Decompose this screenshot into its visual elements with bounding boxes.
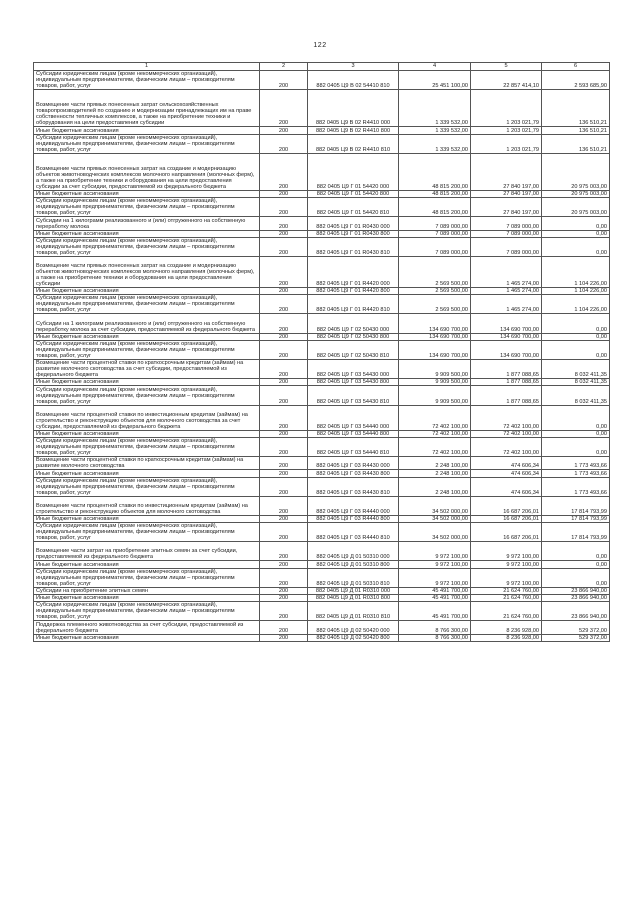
row-code-cell: 882 0405 Ц9 Д 01 50310 800 [308,561,399,568]
row-col6-cell: 0,00 [542,333,610,340]
row-col6-cell: 23 866 940,00 [542,587,610,594]
table-row [34,634,610,641]
row-name-cell: Субсидии юридическим лицам (кроме некоммерческих организаций), индивидуальным предпринимателям, физическим лицам – производителям товаров, работ, услуг [34,295,260,314]
row-code-cell: 882 0405 Ц9 Д 01 50310 000 [308,542,399,561]
row-col5-cell: 1 465 274,00 [471,256,542,287]
row-col5-cell: 1 465 274,00 [471,288,542,295]
row-name-cell: Возмещение части прямых понесенных затрат сельскохозяйственных товаропроизводителей по созданию и модернизации принадлежащих им на праве собственности тепличных комплексов, а также на приобретение техники и оборудования на цели предоставления субсидии [34,90,260,127]
row-code-cell: 882 0405 Ц9 Г 02 50430 000 [308,314,399,333]
row-col5-cell: 1 203 021,79 [471,134,542,153]
row-col5-cell: 8 236 928,00 [471,621,542,634]
row-code-cell: 882 0405 Ц9 Г 01 R0430 810 [308,237,399,256]
row-code-cell: 882 0405 Ц9 В 02 R4410 810 [308,134,399,153]
row-col6-cell: 8 032 411,35 [542,360,610,379]
row-col6-cell: 136 510,21 [542,127,610,134]
row-code-cell: 882 0405 Ц9 Г 02 50430 800 [308,333,399,340]
row-col4-cell: 72 402 100,00 [399,430,471,437]
row-col6-cell: 17 814 793,99 [542,515,610,522]
table-row [34,90,610,127]
row-col5-cell: 134 690 700,00 [471,340,542,359]
row-col4-cell: 7 089 000,00 [399,237,471,256]
row-col6-cell: 529 372,00 [542,634,610,641]
row-col2-cell: 200 [260,288,308,295]
row-name-cell: Возмещение части процентной ставки по инвестиционным кредитам (займам) на строительство и реконструкцию объектов для молочного скотоводства [34,496,260,515]
row-col2-cell: 200 [260,634,308,641]
row-name-cell: Возмещение части затрат на приобретение элитных семян за счет субсидии, предоставляемой из федерального бюджета [34,542,260,561]
row-col6-cell: 23 866 940,00 [542,602,610,621]
row-code-cell: 882 0405 Ц9 Г 01 54420 800 [308,190,399,197]
row-col6-cell: 8 032 411,35 [542,386,610,405]
row-col4-cell: 9 972 100,00 [399,568,471,587]
table-row [34,405,610,430]
table-row [34,386,610,405]
row-code-cell: 882 0405 Ц9 Г 03 R4440 800 [308,515,399,522]
row-col2-cell: 200 [260,405,308,430]
row-col4-cell: 2 248 100,00 [399,457,471,470]
row-col5-cell: 16 687 206,01 [471,515,542,522]
row-col4-cell: 48 815 200,00 [399,198,471,217]
row-col5-cell: 134 690 700,00 [471,333,542,340]
row-name-cell: Субсидии юридическим лицам (кроме некоммерческих организаций), индивидуальным предпринимателям, физическим лицам – производителям товаров, работ, услуг [34,437,260,456]
table-row [34,314,610,333]
row-code-cell: 882 0405 Ц9 В 02 54410 810 [308,71,399,90]
row-col2-cell: 200 [260,360,308,379]
header-cell-1: 1 [34,63,260,71]
row-name-cell: Возмещение части процентной ставки по краткосрочным кредитам (займам) на развитие молочного скотоводства за счет субсидии, предоставляемой из федерального бюджета [34,360,260,379]
row-col6-cell: 0,00 [542,230,610,237]
table-row [34,542,610,561]
row-col2-cell: 200 [260,314,308,333]
row-col6-cell: 1 773 493,66 [542,457,610,470]
row-code-cell: 882 0405 Ц9 Г 03 R4430 810 [308,477,399,496]
row-col4-cell: 9 972 100,00 [399,561,471,568]
row-col2-cell: 200 [260,386,308,405]
row-col2-cell: 200 [260,295,308,314]
row-name-cell: Субсидии юридическим лицам (кроме некоммерческих организаций), индивидуальным предпринимателям, физическим лицам – производителям товаров, работ, услуг [34,386,260,405]
row-col5-cell: 474 606,34 [471,477,542,496]
table-row [34,477,610,496]
row-col4-cell: 48 815 200,00 [399,190,471,197]
row-col6-cell: 0,00 [542,217,610,230]
table-row [34,333,610,340]
row-name-cell: Иные бюджетные ассигнования [34,379,260,386]
row-col4-cell: 25 451 100,00 [399,71,471,90]
table-row [34,595,610,602]
row-col5-cell: 16 687 206,01 [471,496,542,515]
row-name-cell: Иные бюджетные ассигнования [34,595,260,602]
row-name-cell: Возмещение части процентной ставки по инвестиционным кредитам (займам) на строительство и реконструкцию объектов для молочного скотоводства за счет субсидии, предоставляемой из федерального бюджета [34,405,260,430]
header-cell-3: 3 [308,63,399,71]
row-col4-cell: 45 491 700,00 [399,587,471,594]
row-col4-cell: 2 248 100,00 [399,477,471,496]
row-col4-cell: 134 690 700,00 [399,333,471,340]
row-col6-cell: 136 510,21 [542,134,610,153]
row-col5-cell: 474 606,34 [471,457,542,470]
row-name-cell: Возмещение части прямых понесенных затрат на создание и модернизацию объектов животноводческих комплексов молочного направления (молочных ферм), а также на приобретение техники и оборудования на цели предоставления субсидии [34,256,260,287]
row-col2-cell: 200 [260,190,308,197]
row-col5-cell: 1 877 088,65 [471,386,542,405]
row-col2-cell: 200 [260,333,308,340]
table-row [34,602,610,621]
header-cell-5: 5 [471,63,542,71]
row-col4-cell: 2 569 500,00 [399,295,471,314]
row-col2-cell: 200 [260,437,308,456]
row-col5-cell: 9 972 100,00 [471,568,542,587]
row-code-cell: 882 0405 Ц9 Д 01 R0310 000 [308,587,399,594]
row-name-cell: Возмещение части прямых понесенных затрат на создание и модернизацию объектов животноводческих комплексов молочного направления (молочных ферм), а также на приобретение техники и оборудования на цели предоставления субсидии за счет субсидии, предоставляемой из федерального бюджета [34,153,260,190]
row-col2-cell: 200 [260,230,308,237]
row-col4-cell: 7 089 000,00 [399,217,471,230]
row-name-cell: Субсидии на приобретение элитных семян [34,587,260,594]
row-col2-cell: 200 [260,523,308,542]
row-col6-cell: 17 814 793,99 [542,496,610,515]
header-cell-2: 2 [260,63,308,71]
row-col2-cell: 200 [260,587,308,594]
table-row [34,237,610,256]
row-name-cell: Субсидии юридическим лицам (кроме некоммерческих организаций), индивидуальным предпринимателям, физическим лицам – производителям товаров, работ, услуг [34,602,260,621]
table-row [34,153,610,190]
table-row [34,288,610,295]
row-name-cell: Субсидии юридическим лицам (кроме некоммерческих организаций), индивидуальным предпринимателям, физическим лицам – производителям товаров, работ, услуг [34,198,260,217]
row-code-cell: 882 0405 Ц9 Г 03 54440 000 [308,405,399,430]
row-name-cell: Субсидии юридическим лицам (кроме некоммерческих организаций), индивидуальным предпринимателям, физическим лицам – производителям товаров, работ, услуг [34,134,260,153]
table-row [34,295,610,314]
row-col5-cell: 1 203 021,79 [471,90,542,127]
row-col5-cell: 8 236 928,00 [471,634,542,641]
row-col6-cell: 1 104 226,00 [542,288,610,295]
row-col2-cell: 200 [260,340,308,359]
row-col5-cell: 21 624 760,00 [471,587,542,594]
table-row [34,127,610,134]
row-col2-cell: 200 [260,561,308,568]
row-col6-cell: 2 593 685,90 [542,71,610,90]
row-col2-cell: 200 [260,379,308,386]
row-col6-cell: 17 814 793,99 [542,523,610,542]
row-code-cell: 882 0405 Ц9 Г 03 54430 810 [308,386,399,405]
row-code-cell: 882 0405 Ц9 Г 03 R4440 810 [308,523,399,542]
table-row [34,587,610,594]
table-row [34,621,610,634]
row-col6-cell: 0,00 [542,437,610,456]
row-code-cell: 882 0405 Ц9 Д 02 50420 800 [308,634,399,641]
row-col2-cell: 200 [260,568,308,587]
row-name-cell: Иные бюджетные ассигнования [34,561,260,568]
table-row [34,496,610,515]
row-col6-cell: 1 104 226,00 [542,295,610,314]
row-col4-cell: 45 491 700,00 [399,595,471,602]
row-col4-cell: 2 248 100,00 [399,470,471,477]
row-col6-cell: 1 104 226,00 [542,256,610,287]
row-code-cell: 882 0405 Ц9 Г 01 R0430 000 [308,217,399,230]
row-col2-cell: 200 [260,256,308,287]
row-col6-cell: 0,00 [542,405,610,430]
row-col2-cell: 200 [260,470,308,477]
row-name-cell: Субсидии юридическим лицам (кроме некоммерческих организаций), индивидуальным предпринимателям, физическим лицам – производителям товаров, работ, услуг [34,71,260,90]
row-col2-cell: 200 [260,496,308,515]
row-col4-cell: 1 339 532,00 [399,127,471,134]
row-col4-cell: 134 690 700,00 [399,340,471,359]
row-name-cell: Иные бюджетные ассигнования [34,515,260,522]
row-col2-cell: 200 [260,153,308,190]
row-col6-cell: 136 510,21 [542,90,610,127]
row-code-cell: 882 0405 Ц9 Г 01 54420 810 [308,198,399,217]
row-col5-cell: 7 089 000,00 [471,230,542,237]
row-code-cell: 882 0405 Ц9 В 02 R4410 800 [308,127,399,134]
row-code-cell: 882 0405 Ц9 Г 01 R4420 800 [308,288,399,295]
budget-table [33,62,610,642]
row-code-cell: 882 0405 Ц9 Г 03 R4430 800 [308,470,399,477]
row-col5-cell: 1 877 088,65 [471,360,542,379]
row-name-cell: Субсидии юридическим лицам (кроме некоммерческих организаций), индивидуальным предпринимателям, физическим лицам – производителям товаров, работ, услуг [34,340,260,359]
table-row [34,198,610,217]
row-name-cell: Субсидии юридическим лицам (кроме некоммерческих организаций), индивидуальным предпринимателям, физическим лицам – производителям товаров, работ, услуг [34,477,260,496]
row-code-cell: 882 0405 Ц9 Г 01 R4420 000 [308,256,399,287]
row-col6-cell: 529 372,00 [542,621,610,634]
row-col5-cell: 134 690 700,00 [471,314,542,333]
row-col5-cell: 72 402 100,00 [471,437,542,456]
row-name-cell: Иные бюджетные ассигнования [34,127,260,134]
row-col6-cell: 0,00 [542,568,610,587]
row-name-cell: Иные бюджетные ассигнования [34,430,260,437]
row-col2-cell: 200 [260,71,308,90]
row-col4-cell: 9 909 500,00 [399,360,471,379]
row-code-cell: 882 0405 Ц9 Д 01 R0310 800 [308,595,399,602]
page-number: 122 [313,42,327,49]
row-code-cell: 882 0405 Ц9 Г 03 54430 800 [308,379,399,386]
row-col4-cell: 9 972 100,00 [399,542,471,561]
row-col6-cell: 0,00 [542,237,610,256]
row-col4-cell: 8 766 300,00 [399,621,471,634]
table-row [34,430,610,437]
row-col6-cell: 8 032 411,35 [542,379,610,386]
row-col5-cell: 72 402 100,00 [471,405,542,430]
row-col5-cell: 7 089 000,00 [471,237,542,256]
row-col2-cell: 200 [260,515,308,522]
row-code-cell: 882 0405 Ц9 Д 01 R0310 810 [308,602,399,621]
row-col2-cell: 200 [260,602,308,621]
row-col5-cell: 16 687 206,01 [471,523,542,542]
row-name-cell: Иные бюджетные ассигнования [34,470,260,477]
row-col4-cell: 1 339 532,00 [399,90,471,127]
row-col4-cell: 34 502 000,00 [399,523,471,542]
row-col4-cell: 72 402 100,00 [399,405,471,430]
row-col4-cell: 34 502 000,00 [399,496,471,515]
row-code-cell: 882 0405 Ц9 В 02 R4410 000 [308,90,399,127]
row-name-cell: Иные бюджетные ассигнования [34,333,260,340]
row-code-cell: 882 0405 Ц9 Г 02 50430 810 [308,340,399,359]
row-col4-cell: 2 569 500,00 [399,288,471,295]
row-col4-cell: 1 339 532,00 [399,134,471,153]
row-col2-cell: 200 [260,477,308,496]
row-col2-cell: 200 [260,457,308,470]
row-col2-cell: 200 [260,542,308,561]
row-col5-cell: 72 402 100,00 [471,430,542,437]
table-row [34,230,610,237]
row-col6-cell: 20 975 003,00 [542,190,610,197]
row-col2-cell: 200 [260,127,308,134]
row-col5-cell: 9 972 100,00 [471,561,542,568]
row-col5-cell: 1 465 274,00 [471,295,542,314]
row-col2-cell: 200 [260,621,308,634]
row-name-cell: Возмещение части процентной ставки по краткосрочным кредитам (займам) на развитие молочного скотоводства [34,457,260,470]
row-name-cell: Поддержка племенного животноводства за счет субсидии, предоставляемой из федерального бюджета [34,621,260,634]
row-code-cell: 882 0405 Ц9 Г 03 R4440 000 [308,496,399,515]
row-col2-cell: 200 [260,90,308,127]
row-col2-cell: 200 [260,217,308,230]
table-row [34,568,610,587]
row-col6-cell: 20 975 003,00 [542,153,610,190]
row-col6-cell: 0,00 [542,340,610,359]
row-col2-cell: 200 [260,134,308,153]
row-col4-cell: 9 909 500,00 [399,379,471,386]
table-row [34,515,610,522]
table-row [34,379,610,386]
row-col5-cell: 1 877 088,65 [471,379,542,386]
table-row [34,360,610,379]
row-col5-cell: 21 624 760,00 [471,595,542,602]
row-col6-cell: 1 773 493,66 [542,470,610,477]
row-name-cell: Субсидии юридическим лицам (кроме некоммерческих организаций), индивидуальным предпринимателям, физическим лицам – производителям товаров, работ, услуг [34,568,260,587]
row-col2-cell: 200 [260,237,308,256]
row-code-cell: 882 0405 Ц9 Г 01 R4420 810 [308,295,399,314]
row-name-cell: Субсидии юридическим лицам (кроме некоммерческих организаций), индивидуальным предпринимателям, физическим лицам – производителям товаров, работ, услуг [34,237,260,256]
row-col2-cell: 200 [260,198,308,217]
row-col5-cell: 27 840 197,00 [471,153,542,190]
row-col4-cell: 7 089 000,00 [399,230,471,237]
row-col5-cell: 22 857 414,10 [471,71,542,90]
row-code-cell: 882 0405 Ц9 Г 03 R4430 000 [308,457,399,470]
table-row [34,437,610,456]
row-col4-cell: 134 690 700,00 [399,314,471,333]
row-col6-cell: 23 866 940,00 [542,595,610,602]
row-name-cell: Субсидии на 1 килограмм реализованного и (или) отгруженного на собственную переработку молока за счет субсидии, предоставляемой из федерального бюджета [34,314,260,333]
table-row [34,523,610,542]
row-code-cell: 882 0405 Ц9 Г 03 54440 800 [308,430,399,437]
row-name-cell: Субсидии юридическим лицам (кроме некоммерческих организаций), индивидуальным предпринимателям, физическим лицам – производителям товаров, работ, услуг [34,523,260,542]
row-col5-cell: 7 089 000,00 [471,217,542,230]
row-col4-cell: 34 502 000,00 [399,515,471,522]
row-code-cell: 882 0405 Ц9 Г 03 54440 810 [308,437,399,456]
row-col6-cell: 1 773 493,66 [542,477,610,496]
row-name-cell: Иные бюджетные ассигнования [34,288,260,295]
row-col4-cell: 2 569 500,00 [399,256,471,287]
row-col4-cell: 8 766 300,00 [399,634,471,641]
row-col5-cell: 27 840 197,00 [471,198,542,217]
row-col6-cell: 0,00 [542,314,610,333]
row-col2-cell: 200 [260,430,308,437]
row-code-cell: 882 0405 Ц9 Д 02 50420 000 [308,621,399,634]
table-row [34,561,610,568]
table-row [34,71,610,90]
table-row [34,457,610,470]
table-row [34,470,610,477]
header-cell-6: 6 [542,63,610,71]
row-col6-cell: 0,00 [542,430,610,437]
table-row [34,134,610,153]
row-col4-cell: 9 909 500,00 [399,386,471,405]
row-code-cell: 882 0405 Ц9 Г 03 54430 000 [308,360,399,379]
row-name-cell: Иные бюджетные ассигнования [34,190,260,197]
table-row [34,190,610,197]
row-col2-cell: 200 [260,595,308,602]
row-col4-cell: 45 491 700,00 [399,602,471,621]
header-cell-4: 4 [399,63,471,71]
row-col6-cell: 0,00 [542,561,610,568]
row-name-cell: Иные бюджетные ассигнования [34,634,260,641]
row-name-cell: Субсидии на 1 килограмм реализованного и (или) отгруженного на собственную переработку молока [34,217,260,230]
table-row [34,217,610,230]
row-col4-cell: 48 815 200,00 [399,153,471,190]
row-col5-cell: 1 203 021,79 [471,127,542,134]
row-col5-cell: 474 606,34 [471,470,542,477]
row-code-cell: 882 0405 Ц9 Г 01 R0430 800 [308,230,399,237]
row-col5-cell: 27 840 197,00 [471,190,542,197]
row-code-cell: 882 0405 Ц9 Г 01 54420 000 [308,153,399,190]
table-header-row [34,63,610,71]
row-col4-cell: 72 402 100,00 [399,437,471,456]
row-col5-cell: 9 972 100,00 [471,542,542,561]
row-name-cell: Иные бюджетные ассигнования [34,230,260,237]
row-col5-cell: 21 624 760,00 [471,602,542,621]
row-code-cell: 882 0405 Ц9 Д 01 50310 810 [308,568,399,587]
table-row [34,340,610,359]
row-col6-cell: 0,00 [542,542,610,561]
row-col6-cell: 20 975 003,00 [542,198,610,217]
table-row [34,256,610,287]
